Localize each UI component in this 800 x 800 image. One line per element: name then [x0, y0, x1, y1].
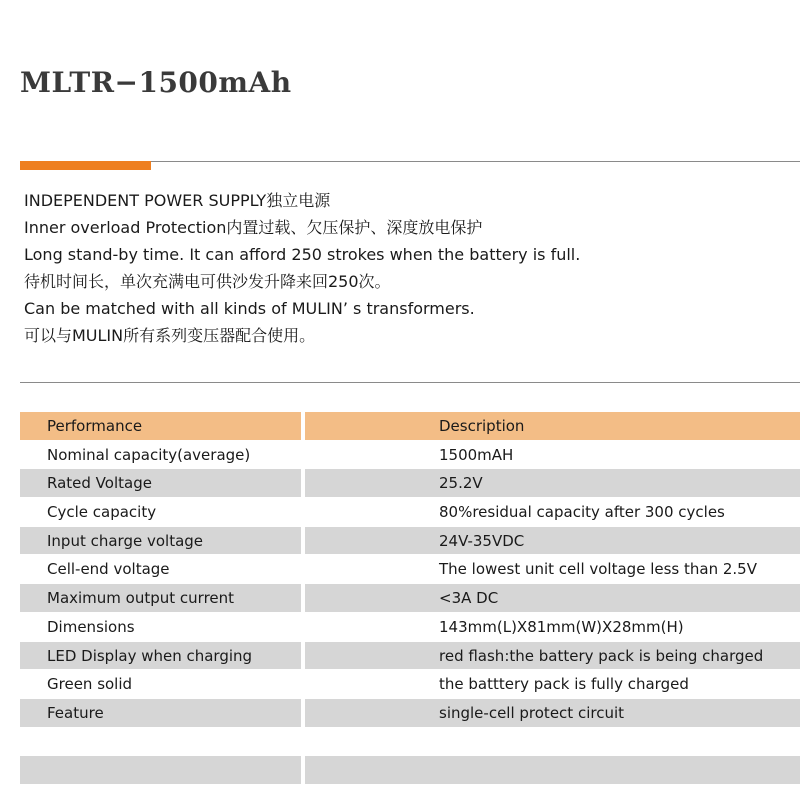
performance-cell: Cell-end voltage: [20, 555, 301, 584]
header-performance: Performance: [20, 412, 301, 441]
description-cell: the batttery pack is fully charged: [305, 670, 800, 699]
performance-cell: Nominal capacity(average): [20, 441, 301, 470]
description-cell: single-cell protect circuit: [305, 699, 800, 728]
description-cell: 24V-35VDC: [305, 527, 800, 556]
description-cell: [305, 728, 800, 757]
description-cell: <3A DC: [305, 584, 800, 613]
performance-cell: Feature: [20, 699, 301, 728]
description-cell: The lowest unit cell voltage less than 2.5V: [305, 555, 800, 584]
table-row: [20, 670, 800, 699]
intro-line: Long stand-by time. It can afford 250 strokes when the battery is full.: [24, 245, 581, 264]
intro-line: Can be matched with all kinds of MULIN’ s transformers.: [24, 299, 475, 318]
intro-line: 待机时间长，单次充满电可供沙发升降来回250次。: [24, 272, 391, 291]
description-cell: red flash:the battery pack is being charged: [305, 642, 800, 671]
table-row: [20, 441, 800, 470]
description-cell: [305, 756, 800, 785]
performance-cell: [20, 728, 301, 757]
table-row: [20, 642, 800, 671]
table-row: [20, 756, 800, 785]
intro-line: INDEPENDENT POWER SUPPLY独立电源: [24, 191, 331, 210]
table-row: [20, 728, 800, 757]
page-title: MLTR−1500mAh: [20, 66, 292, 99]
intro-text-block: [24, 187, 794, 349]
performance-cell: [20, 756, 301, 785]
performance-cell: Cycle capacity: [20, 498, 301, 527]
table-row: [20, 527, 800, 556]
table-row: [20, 584, 800, 613]
performance-cell: Input charge voltage: [20, 527, 301, 556]
table-row: [20, 469, 800, 498]
performance-cell: LED Display when charging: [20, 642, 301, 671]
spec-table: [20, 412, 800, 785]
table-row: [20, 498, 800, 527]
performance-cell: Green solid: [20, 670, 301, 699]
accent-bar: [20, 161, 151, 170]
description-cell: 80%residual capacity after 300 cycles: [305, 498, 800, 527]
table-header-row: [20, 412, 800, 441]
description-cell: 25.2V: [305, 469, 800, 498]
performance-cell: Dimensions: [20, 613, 301, 642]
description-cell: 1500mAH: [305, 441, 800, 470]
table-row: [20, 613, 800, 642]
header-description: Description: [305, 412, 800, 441]
table-row: [20, 555, 800, 584]
table-row: [20, 699, 800, 728]
performance-cell: Rated Voltage: [20, 469, 301, 498]
performance-cell: Maximum output current: [20, 584, 301, 613]
description-cell: 143mm(L)X81mm(W)X28mm(H): [305, 613, 800, 642]
middle-divider: [20, 382, 800, 383]
intro-line: 可以与MULIN所有系列变压器配合使用。: [24, 326, 316, 345]
intro-line: Inner overload Protection内置过载、欠压保护、深度放电保护: [24, 218, 483, 237]
